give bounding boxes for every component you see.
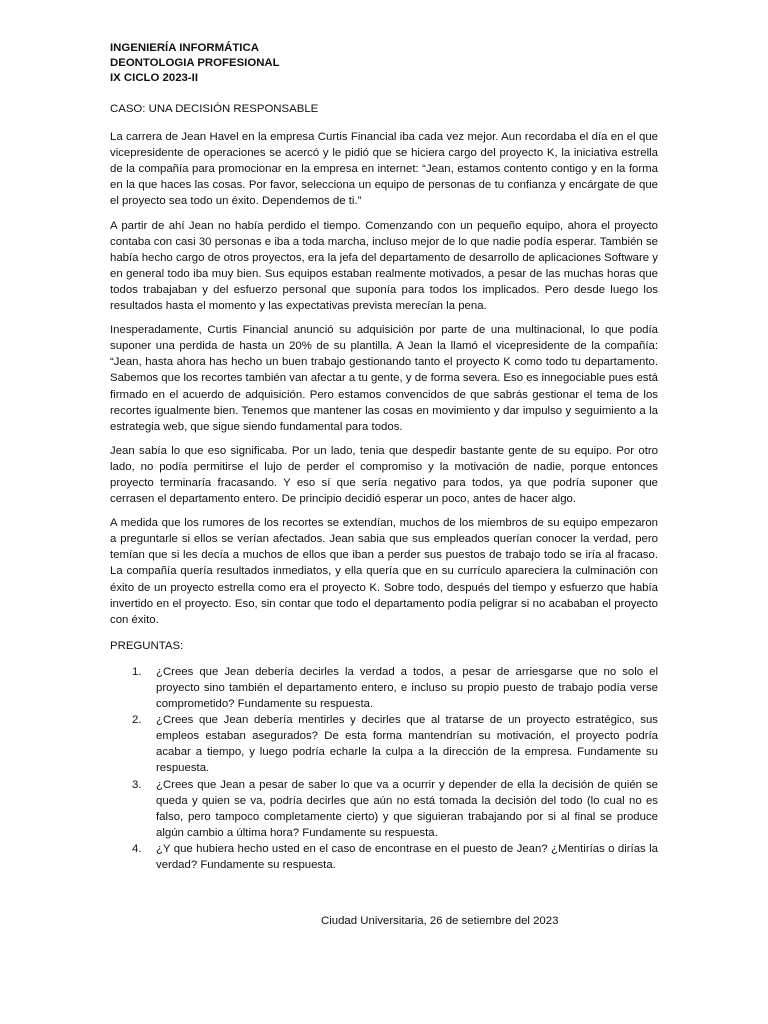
document-page: [110, 41, 658, 927]
question-item: [110, 712, 658, 776]
question-text: ¿Crees que Jean debería decirles la verdad a todos, a pesar de arriesgarse que no solo el proyecto sino también el departamento entero, e incluso su propio puesto de trabajo podía verse comprometido? Fundamente su respuesta.: [156, 665, 658, 711]
case-body: [110, 129, 658, 628]
question-item: [110, 664, 658, 712]
question-number: 1.: [132, 665, 142, 678]
question-text: ¿Y que hubiera hecho usted en el caso de encontrase en el puesto de Jean? ¿Mentirías o dirías la verdad? Fundamente su respuesta.: [156, 842, 658, 872]
questions-title: PREGUNTAS:: [110, 639, 184, 652]
question-number: 4.: [132, 842, 142, 855]
document-header: [110, 41, 658, 86]
question-number: 2.: [132, 714, 142, 727]
case-title: CASO: UNA DECISIÓN RESPONSABLE: [110, 103, 319, 115]
question-number: 3.: [132, 778, 142, 791]
signature-place-date: Ciudad Universitaria, 26 de setiembre del 2023: [321, 915, 559, 927]
case-paragraph: La carrera de Jean Havel en la empresa Curtis Financial iba cada vez mejor. Aun recordaba el día en el que vicepresidente de operaciones se acercó y le pidió que se hiciera cargo del proyecto K, la iniciativa estrella de la compañía para promocionar en la empresa en internet: “Jean, estamos contento contigo y en la forma en la que haces las cosas. Por favor, selecciona un equipo de personas de tu confianza y encárgate de que el proyecto sea todo un éxito. Dependemos de ti.”: [110, 131, 658, 208]
header-line-cycle: IX CICLO 2023-II: [110, 72, 198, 84]
header-line-course: DEONTOLOGIA PROFESIONAL: [110, 57, 280, 69]
case-paragraph: Inesperadamente, Curtis Financial anunció su adquisición por parte de una multinacional, lo que podía suponer una perdida de hasta un 20% de su plantilla. A Jean la llamó el vicepresidente de la compañía: “Jean, hasta ahora has hecho un buen trabajo gestionando tanto el proyecto K como todo tu departamento. Sabemos que los recortes también van afectar a tu gente, y de forma severa. Eso es innegociable pues está firmado en el acuerdo de adquisición. Pero estamos convencidos de que sabrás gestionar el tema de los recortes igualmente bien. Tenemos que mantener las cosas en movimiento y dar impulso y seguimiento a la estrategia web, que sigue siendo fundamental para todos.: [110, 324, 658, 433]
case-paragraph: Jean sabía lo que eso significaba. Por un lado, tenia que despedir bastante gente de su equipo. Por otro lado, no podía permitirse el lujo de perder el compromiso y la motivación de nadie, porque entonces proyecto terminaría fracasando. Y eso sí que sería negativo para todos, ya que podría suponer que cerrasen el departamento entero. De principio decidió esperar un poco, antes de hacer algo.: [110, 444, 658, 506]
header-line-faculty: INGENIERÍA INFORMÁTICA: [110, 42, 259, 54]
questions-list: [110, 664, 658, 873]
question-item: [110, 777, 658, 841]
case-paragraph: A partir de ahí Jean no había perdido el tiempo. Comenzando con un pequeño equipo, ahora el proyecto contaba con casi 30 personas e iba a toda marcha, incluso mejor de lo que nadie podía esperar. También se había hecho cargo de otros proyectos, era la jefa del departamento de desarrollo de aplicaciones Software y en general todo iba muy bien. Sus equipos estaban realmente motivados, a pesar de las muchas horas que todos trabajaban y del esfuerzo personal que suponía para todos los implicados. Pero desde luego los resultados hasta el momento y las expectativas prevista merecían la pena.: [110, 219, 658, 313]
question-text: ¿Crees que Jean a pesar de saber lo que va a ocurrir y depender de ella la decisión de quién se queda y quien se va, podría decirles que aún no está tomada la decisión del todo (lo cual no es falso, pero tampoco completamente cierto) y que siguieran trabajando por si al final se produce algún cambio a última hora? Fundamente su respuesta.: [156, 778, 658, 839]
question-text: ¿Crees que Jean debería mentirles y decirles que al tratarse de un proyecto estratégico, sus empleos estaban asegurados? De esta forma mantendrían su motivación, el proyecto podría acabar a tiempo, y luego podría echarle la culpa a la dirección de la empresa. Fundamente su respuesta.: [156, 714, 658, 775]
case-paragraph: A medida que los rumores de los recortes se extendían, muchos de los miembros de su equipo empezaron a preguntarle si ellos se verían afectados. Jean sabia que sus empleados querían conocer la verdad, pero temían que si les decía a muchos de ellos que iban a perder sus puestos de trabajo todo se iría al fracaso. La compañía quería resultados inmediatos, y ella quería que en su currículo apareciera la culminación con éxito de un proyecto estrella como era el proyecto K. Sobre todo, después del tiempo y esfuerzo que había invertido en el proyecto. Eso, sin contar que todo el departamento podía peligrar si no acababan el proyecto con éxito.: [110, 517, 658, 626]
question-item: [110, 841, 658, 873]
